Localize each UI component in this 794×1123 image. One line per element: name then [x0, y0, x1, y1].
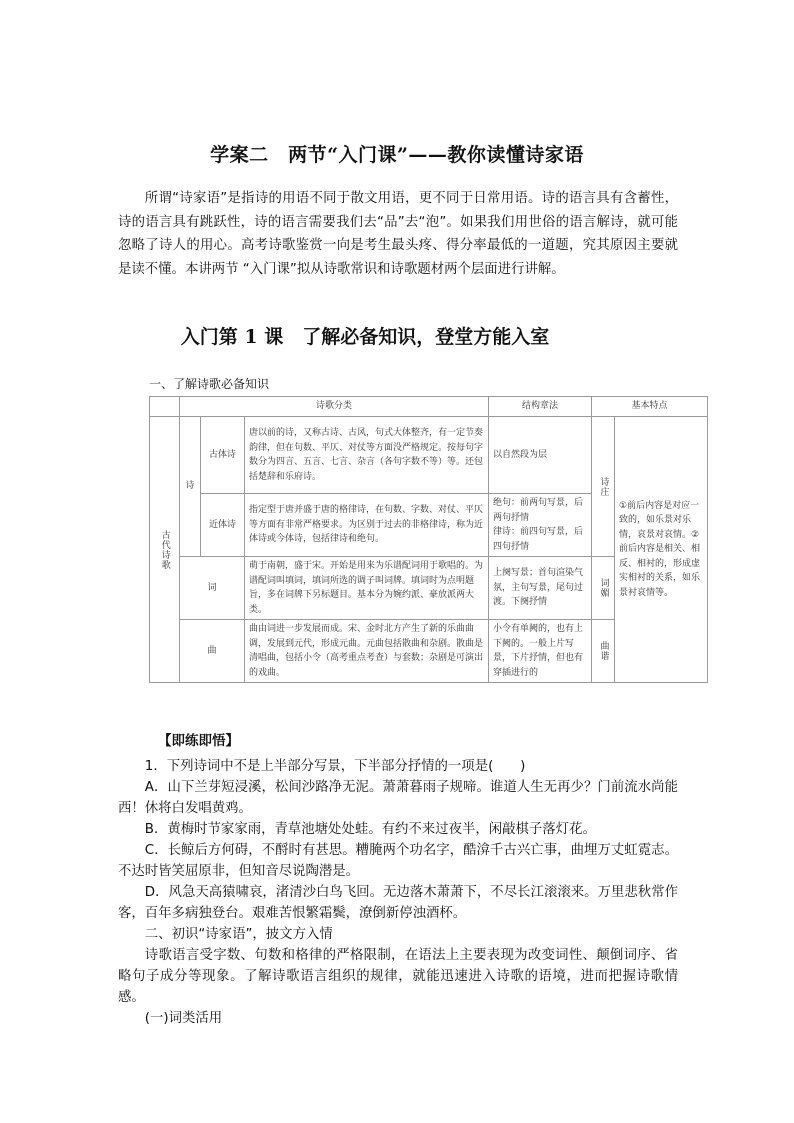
option-b: B．黄梅时节家家雨，青草池塘处处蛙。有约不来过夜半，闲敲棋子落灯花。	[144, 822, 596, 837]
gutishi-structure: 以自然段为层	[489, 417, 592, 494]
page-title: 学案二 两节“入门课”——教你读懂诗家语	[210, 144, 584, 166]
option-d: D．风急天高猿啸哀，渚清沙白鸟飞回。无边落木萧萧下，不尽长江滚滚来。万里悲秋常作客，百年多病独登台。艰难苦恨繁霜鬓，潦倒新停浊酒杯。	[118, 885, 678, 921]
ci-desc: 萌于南朝，盛于宋。开始是用来为乐谱配词用于歌唱的。为谱配词叫填词，填词所选的调子叫词牌。填词时为点明题旨，多在词牌下另标题目。基本分为婉约派、豪放派两大类。	[245, 557, 489, 620]
qu-name: 曲	[180, 620, 245, 683]
section-2-heading: 二、初识“诗家语”，披文方入情	[144, 927, 333, 942]
ci-name: 词	[180, 557, 245, 620]
table-row-gutishi	[150, 417, 708, 494]
shi-cell: 诗	[180, 417, 201, 557]
question-block	[118, 756, 678, 1029]
jintishi-structure: 绝句：前两句写景，后两句抒情 律诗：前四句写景，后四句抒情	[489, 494, 592, 557]
section-1-heading: 一、了解诗歌必备知识	[149, 377, 270, 391]
group-cell: 古代诗歌	[150, 417, 180, 683]
section-2-body: 诗歌语言受字数、句数和格律的严格限制，在语法上主要表现为改变词性、颠倒词序、省略句子成分等现象。了解诗歌语言组织的规律，就能迅速进入诗歌的语境，进而把握诗歌情感。	[118, 948, 678, 1005]
features-cell: ①前后内容是对应一致的，如乐景对乐情，哀景对哀情。②前后内容是相关、相反、相衬的，形成虚实相衬的关系，如乐景衬哀情等。	[615, 417, 708, 683]
table-header-row	[150, 397, 708, 417]
subsection-heading: (一)词类活用	[144, 1011, 223, 1026]
option-c: C．长鲸后方何碍，不酹时有甚思。糟腌两个功名字，酷渰千古兴亡事，曲埋万丈虹霓志。不达时皆笑屈原非，但知音尽说陶潜是。	[118, 843, 678, 879]
gutishi-desc: 唐以前的诗，又称古诗、古风，句式大体整齐，有一定节奏韵律，但在句数、平仄、对仗等方面没严格规定。按每句字数分为四言、五言、七言、杂言（各句字数不等）等。还包括楚辞和乐府诗。	[245, 417, 489, 494]
header-structure: 结构章法	[489, 397, 592, 417]
gutishi-name: 古体诗	[201, 417, 245, 494]
ci-structure: 上阕写景；首句渲染气氛，主句写景，尾句过渡。下阕抒情	[489, 557, 592, 620]
jintishi-name: 近体诗	[201, 494, 245, 557]
qu-desc: 曲由词进一步发展而成。宋、金时北方产生了新的乐曲曲调，发展到元代，形成元曲。元曲包括散曲和杂剧。散曲是清唱曲，包括小令（高考重点考查）与套数；杂剧是可演出的戏曲。	[245, 620, 489, 683]
option-a: A．山下兰芽短浸溪，松间沙路净无泥。萧萧暮雨子规啼。谁道人生无再少？门前流水尚能西！休将白发唱黄鸡。	[118, 780, 678, 816]
lesson-title: 入门第 1 课 了解必备知识，登堂方能入室	[180, 326, 550, 348]
qu-feature-label: 曲谐	[592, 620, 615, 683]
header-classification: 诗歌分类	[180, 397, 489, 417]
question-stem: 1．下列诗词中不是上半部分写景，下半部分抒情的一项是( )	[144, 759, 526, 774]
practice-heading: 【即练即悟】	[158, 733, 239, 749]
poetry-table	[149, 396, 708, 683]
qu-structure: 小令有单阙的，也有上下阙的。一般上片写景，下片抒情，但也有穿插进行的	[489, 620, 592, 683]
intro-paragraph: 所谓“诗家语”是指诗的用语不同于散文用语，更不同于日常用语。诗的语言具有含蓄性，诗的语言具有跳跃性，诗的语言需要我们去“品”去“泡”。如果我们用世俗的语言解诗，就可能忽略了诗人的用心。高考诗歌鉴赏一向是考生最头疼、得分率最低的一道题，究其原因主要就是读不懂。本讲两节 “入门课”拟从诗歌常识和诗歌题材两个层面进行讲解。	[118, 191, 678, 277]
jintishi-desc: 指定型于唐并盛于唐的格律诗，在句数、字数、对仗、平仄等方面有非常严格要求。为区别于过去的非格律诗，称为近体诗或今体诗，包括律诗和绝句。	[245, 494, 489, 557]
shi-feature-label: 诗庄	[592, 417, 615, 557]
ci-feature-label: 词媚	[592, 557, 615, 620]
header-features: 基本特点	[592, 397, 708, 417]
